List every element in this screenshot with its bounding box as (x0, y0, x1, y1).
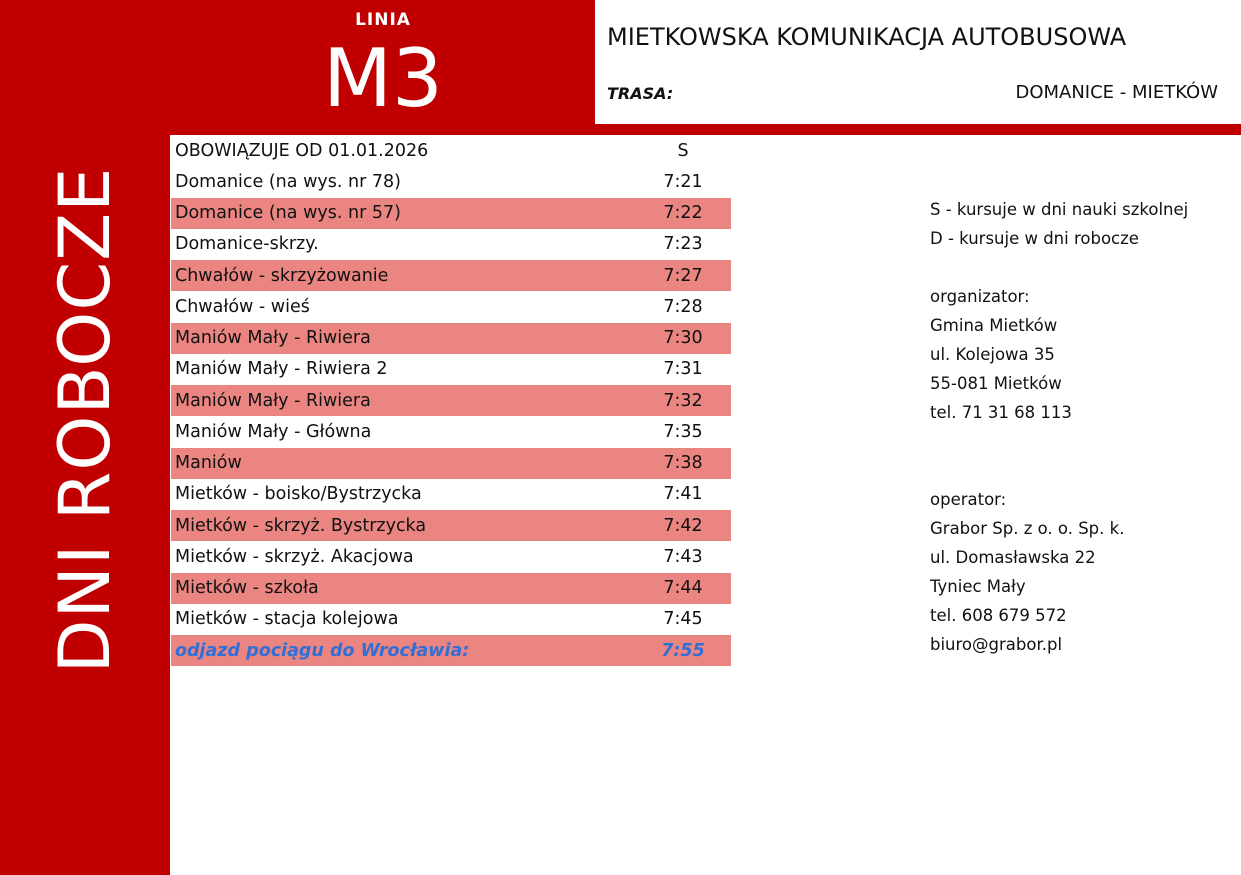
organizer-phone: tel. 71 31 68 113 (930, 403, 1072, 422)
stop-name: Maniów (175, 453, 242, 474)
departure-time: 7:38 (663, 453, 703, 474)
operator-phone: tel. 608 679 572 (930, 606, 1067, 625)
operator-name: Grabor Sp. z o. o. Sp. k. (930, 519, 1125, 538)
line-number: M3 (323, 32, 443, 125)
organizer-street: ul. Kolejowa 35 (930, 345, 1055, 364)
company-title: MIETKOWSKA KOMUNIKACJA AUTOBUSOWA (607, 23, 1127, 51)
stop-name: Chwałów - skrzyżowanie (175, 265, 389, 286)
organizer-city: 55-081 Mietków (930, 374, 1062, 393)
table-row (171, 198, 731, 229)
organizer-label: organizator: (930, 287, 1030, 306)
departure-time: 7:44 (663, 578, 703, 599)
line-label: LINIA (355, 10, 411, 30)
departure-time: 7:41 (663, 484, 703, 505)
departure-time: 7:21 (663, 171, 703, 192)
stop-name: Mietków - szkoła (175, 578, 319, 599)
stop-name: Chwałów - wieś (175, 296, 310, 317)
column-header-s: S (677, 140, 689, 161)
departure-time: 7:23 (663, 234, 703, 255)
route-label: TRASA: (607, 84, 674, 103)
stop-name: Domanice-skrzy. (175, 234, 319, 255)
operator-email: biuro@grabor.pl (930, 635, 1063, 654)
train-departure-time: 7:55 (661, 640, 705, 661)
operator-label: operator: (930, 490, 1007, 509)
operator-city: Tyniec Mały (930, 577, 1026, 596)
day-type-title: DNI ROBOCZE (44, 166, 126, 674)
timetable (171, 135, 731, 666)
stop-name: Domanice (na wys. nr 57) (175, 203, 401, 224)
departure-time: 7:31 (663, 359, 703, 380)
info-panel (930, 195, 1188, 659)
stop-name: Mietków - stacja kolejowa (175, 609, 399, 630)
stop-name: Maniów Mały - Riwiera (175, 390, 371, 411)
stop-name: Maniów Mały - Główna (175, 421, 372, 442)
stop-name: Maniów Mały - Riwiera 2 (175, 359, 388, 380)
departure-time: 7:42 (663, 515, 703, 536)
departure-time: 7:27 (663, 265, 703, 286)
table-row (171, 510, 731, 541)
departure-time: 7:45 (663, 609, 703, 630)
timetable-header-row (171, 135, 731, 166)
table-row (171, 479, 731, 510)
route-value: DOMANICE - MIETKÓW (1015, 82, 1218, 103)
departure-time: 7:35 (663, 421, 703, 442)
table-row (171, 323, 731, 354)
train-connection-row (171, 635, 731, 666)
table-row (171, 291, 731, 322)
departure-time: 7:32 (663, 390, 703, 411)
table-row (171, 448, 731, 479)
departure-time: 7:28 (663, 296, 703, 317)
train-connection-label: odjazd pociągu do Wrocławia: (175, 640, 470, 661)
table-row (171, 416, 731, 447)
stop-name: Mietków - boisko/Bystrzycka (175, 484, 422, 505)
table-row (171, 604, 731, 635)
table-row (171, 385, 731, 416)
table-row (171, 354, 731, 385)
header-divider (595, 124, 1241, 135)
operator-street: ul. Domasławska 22 (930, 548, 1096, 567)
stop-name: Mietków - skrzyż. Akacjowa (175, 546, 414, 567)
organizer-name: Gmina Mietków (930, 316, 1058, 335)
valid-from: OBOWIĄZUJE OD 01.01.2026 (175, 140, 429, 161)
table-row (171, 229, 731, 260)
table-row (171, 260, 731, 291)
table-row (171, 573, 731, 604)
stop-name: Maniów Mały - Riwiera (175, 328, 371, 349)
departure-time: 7:30 (663, 328, 703, 349)
table-row (171, 166, 731, 197)
table-row (171, 541, 731, 572)
stop-name: Mietków - skrzyż. Bystrzycka (175, 515, 427, 536)
legend-s: S - kursuje w dni nauki szkolnej (930, 200, 1189, 219)
stop-name: Domanice (na wys. nr 78) (175, 171, 401, 192)
departure-time: 7:22 (663, 203, 703, 224)
departure-time: 7:43 (663, 546, 703, 567)
legend-d: D - kursuje w dni robocze (930, 229, 1139, 248)
